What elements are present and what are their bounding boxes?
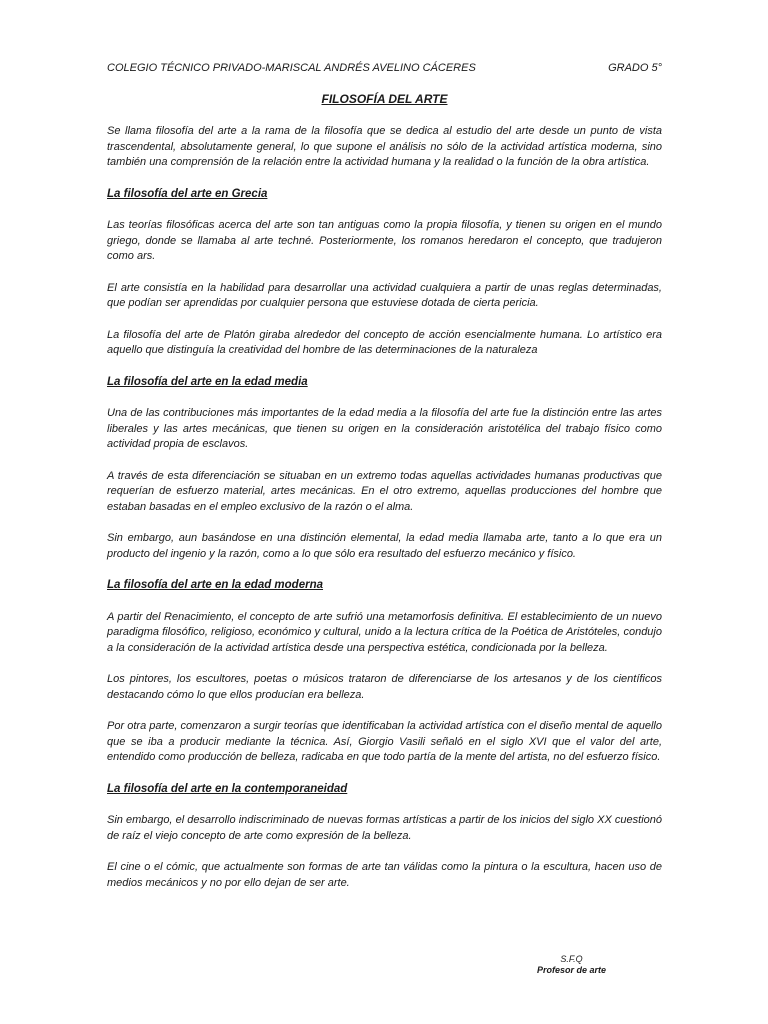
paragraph: Sin embargo, aun basándose en una distinción elemental, la edad media llamaba arte, tanto a lo que era un producto del ingenio y la razón, como a lo que sólo era resultado del esfuerzo mecánico y físico. bbox=[107, 532, 662, 560]
paragraph: Una de las contribuciones más importantes de la edad media a la filosofía del arte fue la distinción entre las artes liberales y las artes mecánicas, que tienen su origen en la consideración aristotélica del trabajo físico como actividad propia de esclavos. bbox=[107, 407, 662, 450]
section-heading-edad-moderna: La filosofía del arte en la edad moderna bbox=[107, 579, 324, 591]
signature-initials: S.F.Q bbox=[560, 954, 583, 964]
document-body bbox=[107, 124, 662, 907]
paragraph: El cine o el cómic, que actualmente son formas de arte tan válidas como la pintura o la escultura, hacen uso de medios mecánicos y no por ello dejan de ser arte. bbox=[107, 861, 662, 889]
page-header bbox=[107, 62, 662, 74]
paragraph: A partir del Renacimiento, el concepto de arte sufrió una metamorfosis definitiva. El establecimiento de un nuevo paradigma filosófico, religioso, económico y cultural, unido a la lectura crítica de la Poética de Aristóteles, condujo a la consideración de la actividad artística desde una perspectiva estética, condicionada por la belleza. bbox=[107, 610, 662, 654]
section-heading-grecia: La filosofía del arte en Grecia bbox=[107, 187, 268, 200]
section-heading-edad-media: La filosofía del arte en la edad media bbox=[107, 375, 308, 388]
paragraph: A través de esta diferenciación se situaban en un extremo todas aquellas actividades humanas productivas que requerían de esfuerzo material, artes mecánicas. En el otro extremo, aquellas producciones del hombre que estaban basadas en el empleo exclusivo de la razón o el alma. bbox=[107, 469, 662, 513]
signature-role: Profesor de arte bbox=[536, 965, 606, 975]
paragraph: Las teorías filosóficas acerca del arte son tan antiguas como la propia filosofía, y tienen su origen en el mundo griego, donde se llamaba al arte techné. Posteriormente, los romanos heredaron el concepto, que tradujeron como ars. bbox=[107, 219, 662, 262]
grade-label: GRADO 5° bbox=[608, 62, 662, 74]
paragraph: Por otra parte, comenzaron a surgir teorías que identificaban la actividad artística con el diseño mental de aquello que se iba a producir mediante la técnica. Así, Giorgio Vasili señaló en el siglo XVI que el valor del arte, entendido como producción de belleza, radicaba en que todo partía de la mente del artista, no del esfuerzo físico. bbox=[107, 720, 662, 763]
section-heading-contemporaneidad: La filosofía del arte en la contemporaneidad bbox=[107, 782, 348, 795]
paragraph: La filosofía del arte de Platón giraba alrededor del concepto de acción esencialmente humana. Lo artístico era aquello que distinguía la creatividad del hombre de las determinaciones de la naturaleza bbox=[107, 328, 662, 356]
paragraph: Sin embargo, el desarrollo indiscriminado de nuevas formas artísticas a partir de los inicios del siglo XX cuestionó de raíz el viejo concepto de arte como expresión de la belleza. bbox=[107, 814, 662, 842]
paragraph: Los pintores, los escultores, poetas o músicos trataron de diferenciarse de los artesanos y de los científicos destacando cómo lo que ellos producían era belleza. bbox=[107, 673, 662, 701]
signature-block bbox=[537, 954, 606, 976]
school-name: COLEGIO TÉCNICO PRIVADO-MARISCAL ANDRÉS AVELINO CÁCERES bbox=[107, 62, 476, 74]
intro-paragraph: Se llama filosofía del arte a la rama de la filosofía que se dedica al estudio del arte desde un punto de vista trascendental, absolutamente general, lo que supone el análisis no sólo de la actividad artística moderna, sino también una comprensión de la relación entre la actividad humana y la realidad o la función de la obra artística. bbox=[107, 125, 662, 168]
document-page bbox=[107, 0, 662, 1024]
document-title: FILOSOFÍA DEL ARTE bbox=[321, 92, 448, 106]
paragraph: El arte consistía en la habilidad para desarrollar una actividad cualquiera a partir de unas reglas determinadas, que podían ser aprendidas por cualquier persona que estuviese dotada de cierta pericia. bbox=[107, 281, 662, 309]
